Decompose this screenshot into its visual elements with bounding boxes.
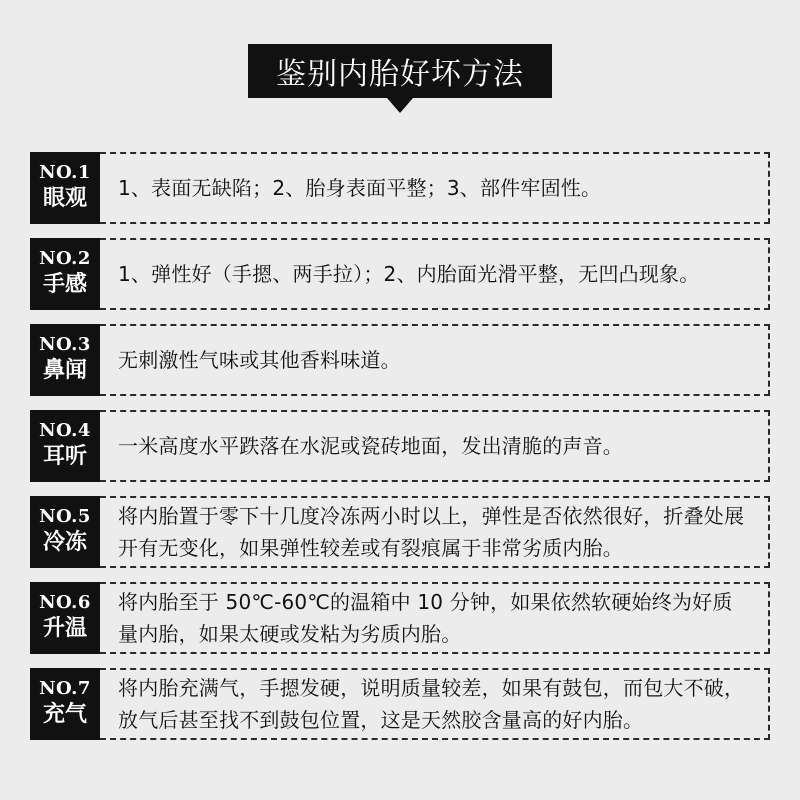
method-label-3 — [30, 324, 100, 396]
method-row-7 — [30, 668, 770, 740]
method-label-6 — [30, 582, 100, 654]
method-description-2: 1、弹性好（手摁、两手拉）；2、内胎面光滑平整，无凹凸现象。 — [100, 238, 770, 310]
method-number-5: NO.5 — [39, 506, 91, 527]
method-title-6: 升温 — [42, 615, 87, 641]
method-row-1 — [30, 152, 770, 224]
method-number-4: NO.4 — [39, 420, 91, 441]
method-description-3: 无刺激性气味或其他香料味道。 — [100, 324, 770, 396]
method-title-1: 眼观 — [42, 185, 87, 211]
method-label-5 — [30, 496, 100, 568]
method-number-2: NO.2 — [39, 248, 91, 269]
method-title-7: 充气 — [42, 701, 87, 727]
method-title-3: 鼻闻 — [42, 357, 87, 383]
method-title-4: 耳听 — [42, 443, 87, 469]
method-label-7 — [30, 668, 100, 740]
method-description-4: 一米高度水平跌落在水泥或瓷砖地面，发出清脆的声音。 — [100, 410, 770, 482]
method-row-5 — [30, 496, 770, 568]
page-title: 鉴别内胎好坏方法 — [248, 44, 552, 98]
method-label-2 — [30, 238, 100, 310]
method-title-2: 手感 — [42, 271, 87, 297]
method-description-6: 将内胎至于 50℃-60℃的温箱中 10 分钟，如果依然软硬始终为好质量内胎，如果太硬或发粘为劣质内胎。 — [100, 582, 770, 654]
title-banner — [248, 44, 552, 98]
method-number-3: NO.3 — [39, 334, 91, 355]
title-pointer-icon — [387, 98, 413, 113]
method-description-5: 将内胎置于零下十几度冷冻两小时以上，弹性是否依然很好，折叠处展开有无变化，如果弹性较差或有裂痕属于非常劣质内胎。 — [100, 496, 770, 568]
method-label-4 — [30, 410, 100, 482]
method-row-6 — [30, 582, 770, 654]
method-description-7: 将内胎充满气，手摁发硬，说明质量较差，如果有鼓包，而包大不破，放气后甚至找不到鼓包位置，这是天然胶含量高的好内胎。 — [100, 668, 770, 740]
method-row-3 — [30, 324, 770, 396]
method-row-2 — [30, 238, 770, 310]
method-description-1: 1、表面无缺陷；2、胎身表面平整；3、部件牢固性。 — [100, 152, 770, 224]
method-number-1: NO.1 — [39, 162, 91, 183]
method-title-5: 冷冻 — [42, 529, 87, 555]
method-label-1 — [30, 152, 100, 224]
method-row-4 — [30, 410, 770, 482]
method-number-6: NO.6 — [39, 592, 91, 613]
method-number-7: NO.7 — [39, 678, 91, 699]
